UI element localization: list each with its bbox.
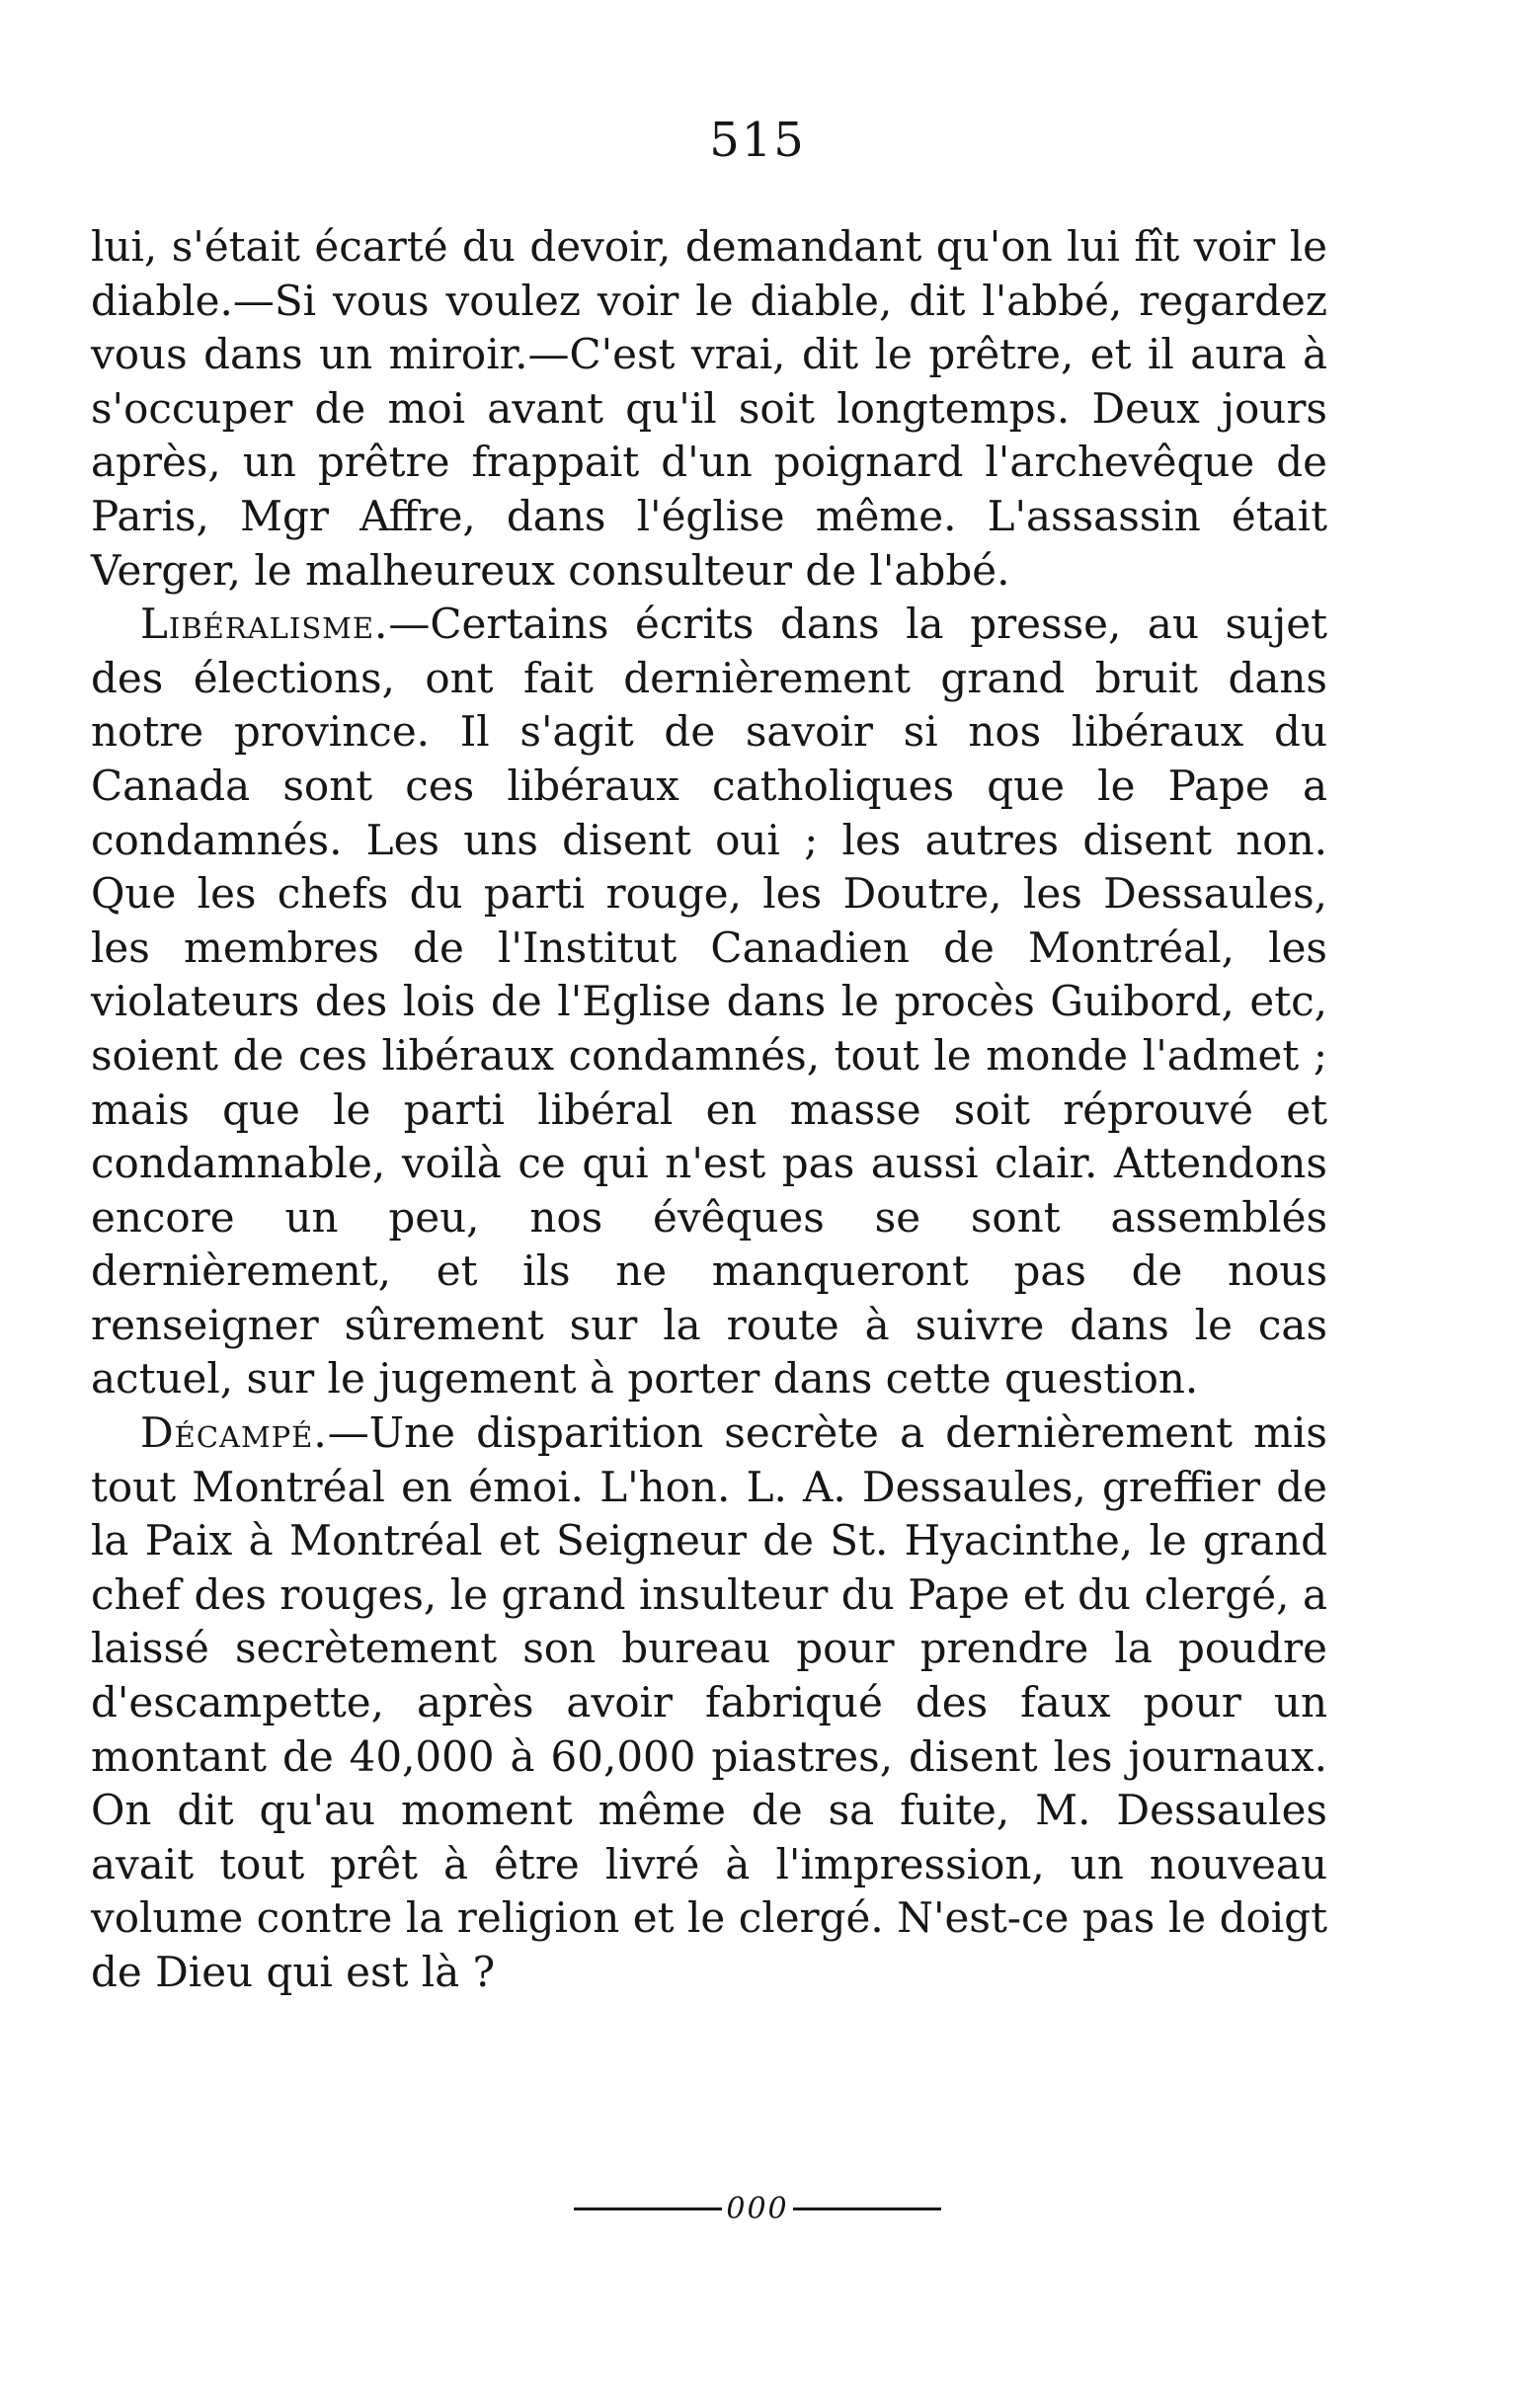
page-number: 515: [709, 113, 806, 168]
paragraph-text: lui, s'était écarté du devoir, demandant qu'on lui fît voir le diable.—Si vous voulez voir le diable, dit l'abbé, regardez vous dans un miroir.—C'est vrai, dit le prêtre, et il aura à s'occuper de moi avant qu'il soit longtemps. Deux jours après, un prêtre frappait d'un poignard l'archevêque de Paris, Mgr Affre, dans l'église même. L'assassin était Verger, le malheureux consulteur de l'abbé.: [91, 222, 1327, 595]
paragraph-continuation: [91, 220, 1327, 598]
paragraph-text: —Une disparition secrète a dernièrement mis tout Montréal en émoi. L'hon. L. A. Dessaules, greffier de la Paix à Montréal et Seigneur de St. Hyacinthe, le grand chef des rouges, le grand insulteur du Pape et du clergé, a laissé secrètement son bureau pour prendre la poudre d'escampette, après avoir fabriqué des faux pour un montant de 40,000 à 60,000 piastres, disent les journaux. On dit qu'au moment même de sa fuite, M. Dessaules avait tout prêt à être livré à l'impression, un nouveau volume contre la religion et le clergé. N'est-ce pas le doigt de Dieu qui est là ?: [91, 1408, 1327, 1996]
section-lead-heading: Décampé.: [140, 1408, 328, 1458]
paragraph-decampe: [91, 1406, 1327, 2000]
end-ornament: [0, 2189, 1515, 2228]
rule-line-left: [574, 2207, 722, 2210]
paragraph-liberalisme: [91, 598, 1327, 1406]
section-lead-heading: Libéralisme.: [140, 600, 389, 649]
page-body: [91, 220, 1327, 2000]
paragraph-text: —Certains écrits dans la presse, au sujet des élections, ont fait dernièrement grand bruit dans notre province. Il s'agit de savoir si nos libéraux du Canada sont ces libéraux catholiques que le Pape a condamnés. Les uns disent oui ; les autres disent non. Que les chefs du parti rouge, les Doutre, les Dessaules, les membres de l'Institut Canadien de Montréal, les violateurs des lois de l'Eglise dans le procès Guibord, etc, soient de ces libéraux condamnés, tout le monde l'admet ; mais que le parti libéral en masse soit réprouvé et condamnable, voilà ce qui n'est pas aussi clair. Attendons encore un peu, nos évêques se sont assemblés dernièrement, et ils ne manqueront pas de nous renseigner sûrement sur la route à suivre dans le cas actuel, sur le jugement à porter dans cette question.: [91, 600, 1327, 1404]
end-mark: 000: [726, 2191, 789, 2226]
rule-line-right: [793, 2207, 941, 2210]
